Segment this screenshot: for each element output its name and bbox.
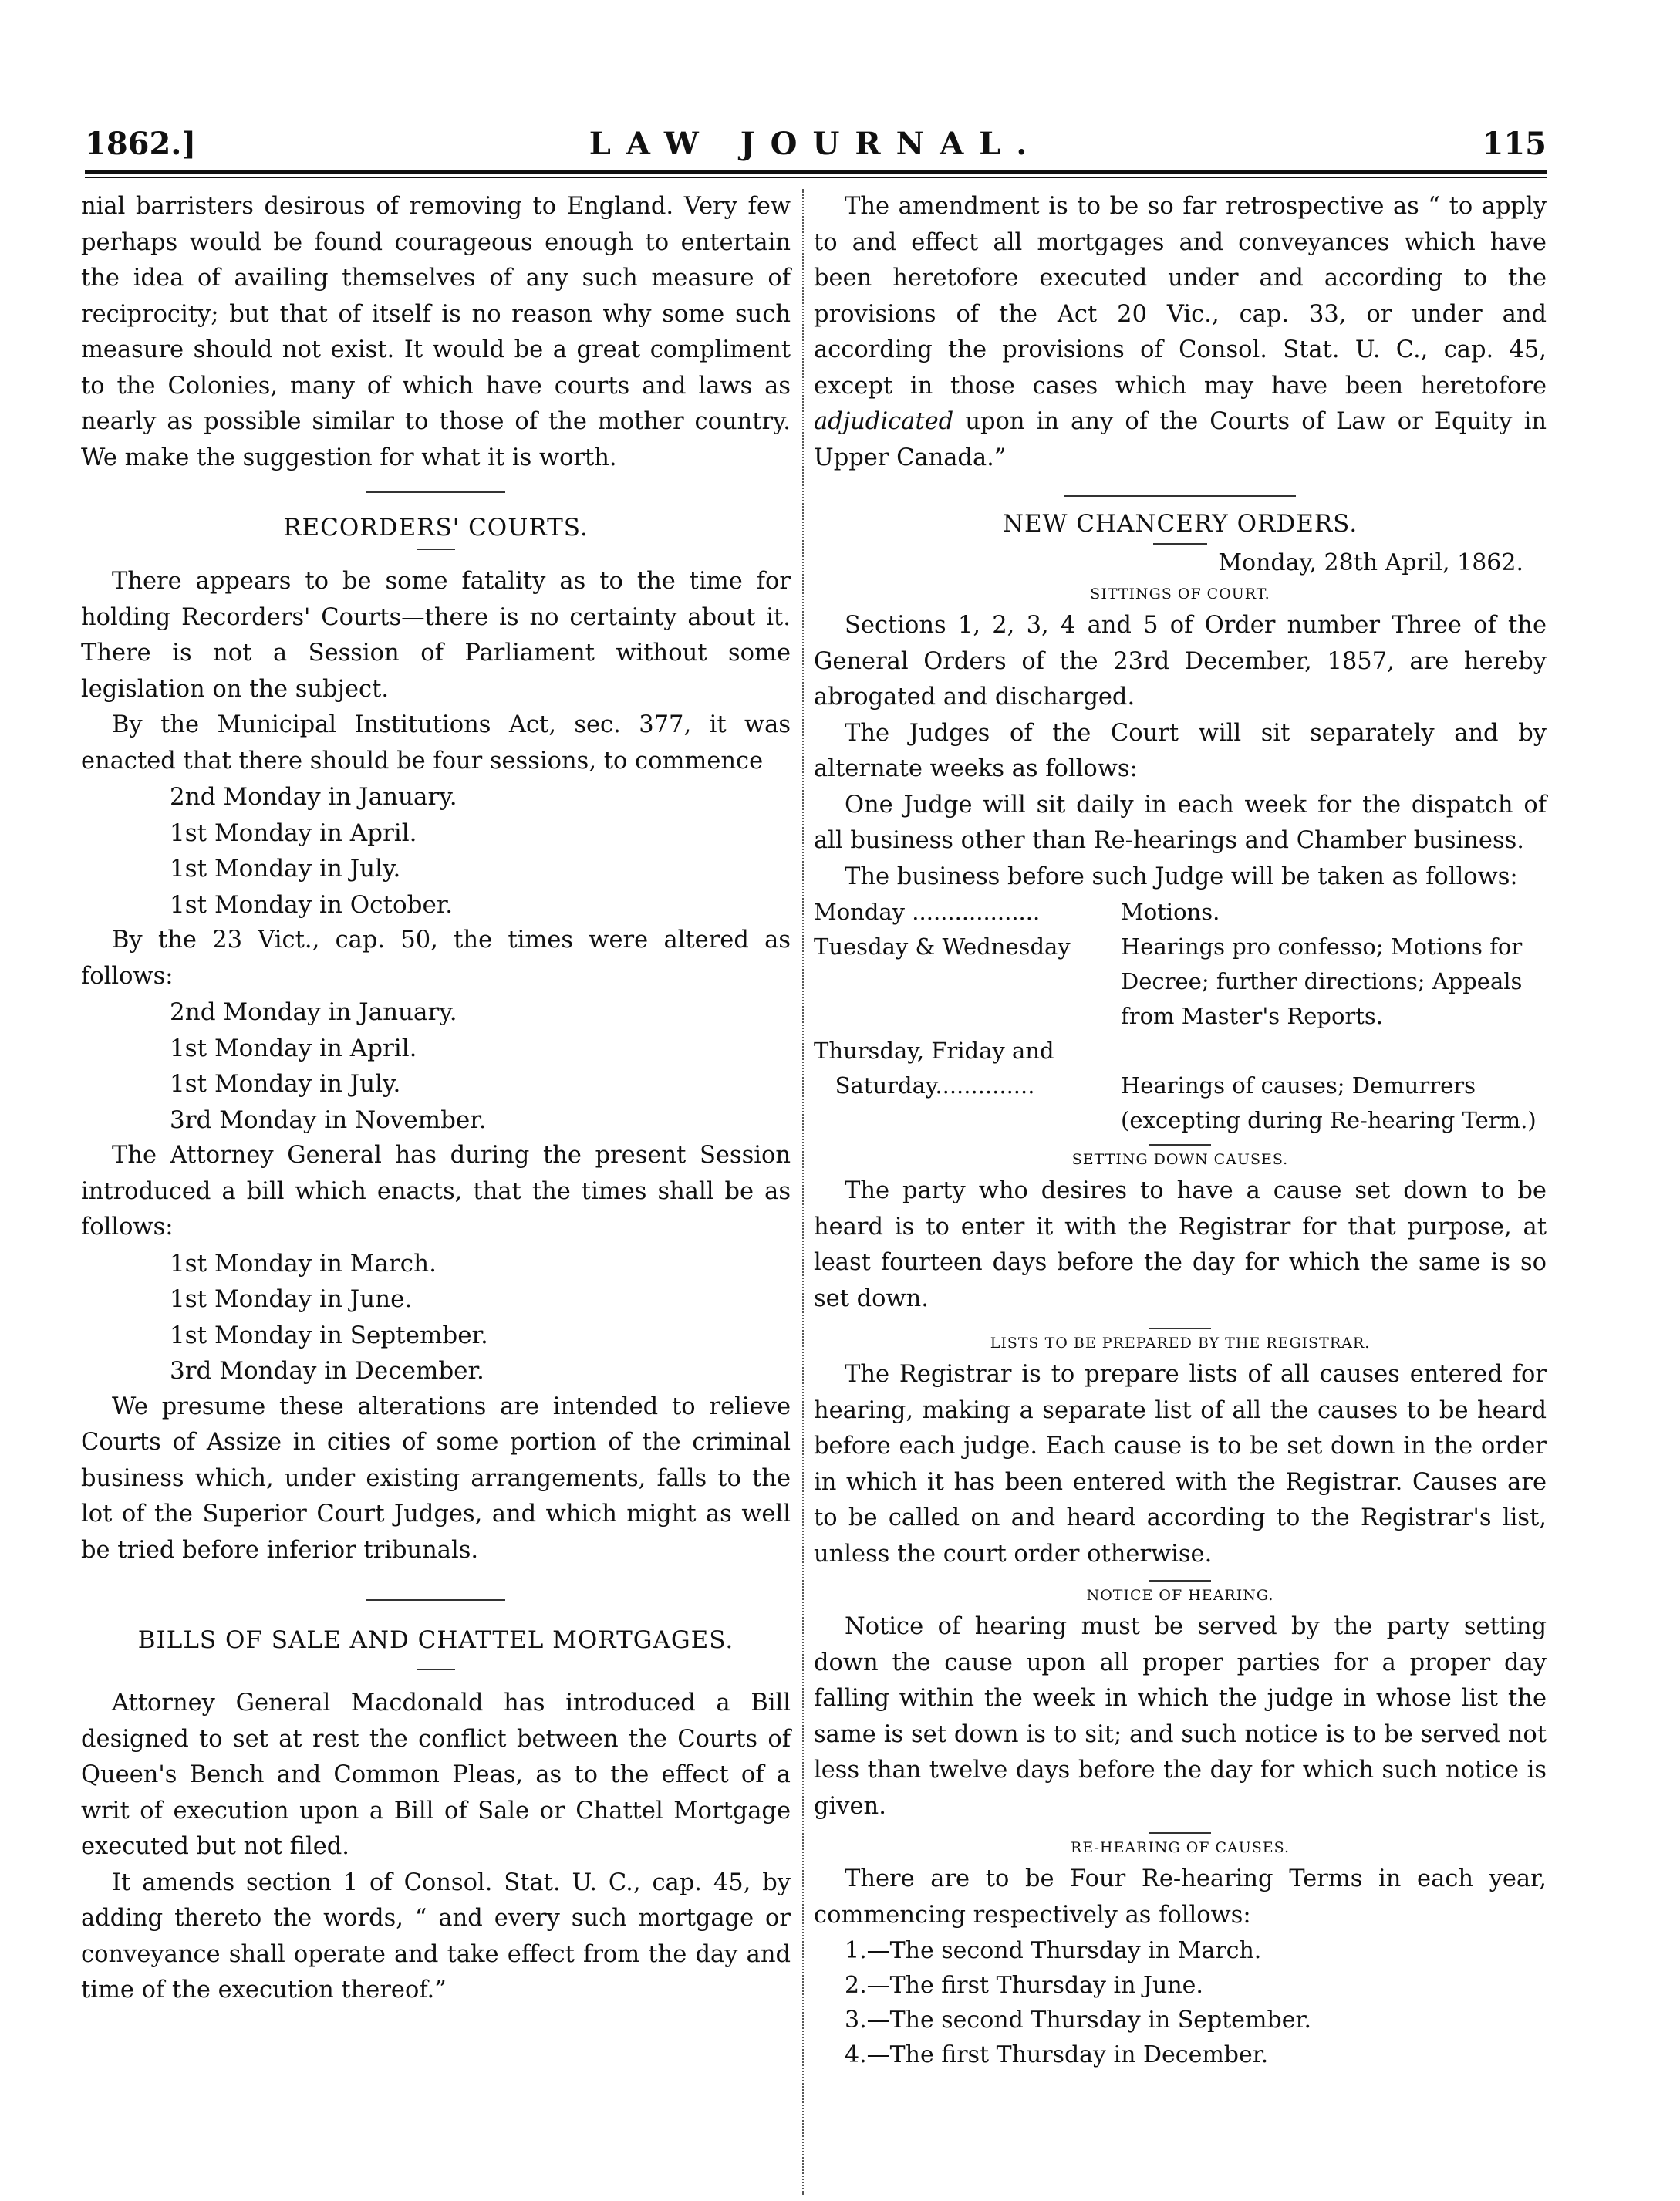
list-item: 1st Monday in April. [170, 819, 417, 847]
list-item: 3rd Monday in November. [170, 1106, 487, 1134]
section-rule [366, 1599, 505, 1601]
schedule-day: Tuesday & Wednesday [814, 933, 1071, 960]
sittings-paragraph-1: Sections 1, 2, 3, 4 and 5 of Order number Three of the General Orders of the 23rd December, 1857, are hereby abrogated and discharged. [814, 612, 1547, 711]
list-item: 1st Monday in April. [170, 1034, 417, 1062]
schedule-day: Saturday.............. [814, 1072, 1035, 1099]
sittings-paragraph-3: One Judge will sit daily in each week for the dispatch of all business other than Re-hearings and Chamber business. [814, 791, 1547, 854]
lists-subhead: LISTS TO BE PREPARED BY THE REGISTRAR. [990, 1335, 1371, 1352]
schedule-day: Monday .................. [814, 899, 1041, 925]
list-item: 2nd Monday in January. [170, 998, 457, 1026]
schedule-business [1121, 1034, 1547, 1068]
sessions-list-3 [81, 1246, 791, 1389]
recorders-paragraph-2: By the Municipal Institutions Act, sec. 377, it was enacted that there should be four sessions, to commence [81, 711, 791, 775]
chancery-date: Monday, 28th April, 1862. [1218, 549, 1523, 576]
amendment-paragraph [814, 189, 1547, 476]
rehearing-term: 1.—The second Thursday in March. [845, 1937, 1262, 1964]
notice-paragraph: Notice of hearing must be served by the party setting down the cause upon all proper parties for a proper day falling within the week in which the judge in whose list the same is set down is to sit; and such notice is to be served not less than twelve days before the day for which such notice is given. [814, 1613, 1547, 1820]
schedule-day: Thursday, Friday and [814, 1038, 1054, 1064]
section-rule [1064, 495, 1296, 497]
sessions-list-1 [81, 779, 791, 923]
heading-rule [417, 1669, 455, 1670]
chancery-heading: NEW CHANCERY ORDERS. [1002, 510, 1358, 538]
recorders-paragraph-1: There appears to be some fatality as to the time for holding Recorders' Courts—there is no certainty about it. There is not a Session of Parliament without some legislation on the subject. [81, 568, 791, 703]
list-item: 1st Monday in July. [170, 855, 401, 883]
bills-paragraph-2: It amends section 1 of Consol. Stat. U. C., cap. 45, by adding thereto the words, “ and every such mortgage or conveyance shall operate and take effect from the day and time of the execution thereof.” [81, 1868, 791, 2004]
sittings-paragraph-2: The Judges of the Court will sit separately and by alternate weeks as follows: [814, 719, 1547, 782]
rehearing-paragraph: There are to be Four Re-hearing Terms in each year, commencing respectively as follows: [814, 1865, 1547, 1929]
recorders-paragraph-4: The Attorney General has during the present Session introduced a bill which enacts, that the times shall be as follows: [81, 1142, 791, 1241]
page-number: 115 [1482, 126, 1547, 162]
heading-rule [417, 549, 455, 550]
schedule-row [814, 895, 1547, 930]
lists-paragraph: The Registrar is to prepare lists of all causes entered for hearing, making a separate list of all the causes to be heard before each judge. Each cause is to be set down in the order in which it has been entered with the Registrar. Causes are to be called on and heard according to the Registrar's list, unless the court order otherwise. [814, 1361, 1547, 1568]
schedule-row [814, 1034, 1547, 1068]
sittings-subhead: SITTINGS OF COURT. [1090, 586, 1270, 603]
schedule-business: Hearings of causes; Demurrers (excepting during Re-hearing Term.) [1121, 1072, 1537, 1133]
recorders-paragraph-5: We presume these alterations are intended to relieve Courts of Assize in cities of some portion of the criminal business which, under existing arrangements, falls to the lot of the Superior Court Judges, and which might as well be tried before inferior tribunals. [81, 1393, 791, 1564]
left-column [81, 189, 791, 2009]
list-item: 3rd Monday in December. [170, 1357, 484, 1385]
list-item: 1st Monday in June. [170, 1285, 413, 1313]
heading-rule [1153, 543, 1207, 545]
header-rule-thin [85, 177, 1547, 178]
running-head [85, 120, 1547, 166]
rehearing-term: 2.—The first Thursday in June. [845, 1972, 1203, 1999]
rehearing-subhead: RE-HEARING OF CAUSES. [1070, 1839, 1290, 1856]
setting-down-subhead: SETTING DOWN CAUSES. [1071, 1151, 1289, 1168]
amendment-text-end: upon in any of the Courts of Law or Equity in Upper Canada.” [814, 408, 1547, 471]
bills-heading: BILLS OF SALE AND CHATTEL MORTGAGES. [137, 1626, 734, 1654]
recorders-paragraph-3: By the 23 Vict., cap. 50, the times were altered as follows: [81, 927, 791, 990]
business-schedule [814, 895, 1547, 1138]
bills-paragraph-1: Attorney General Macdonald has introduced a Bill designed to set at rest the conflict between the Courts of Queen's Bench and Common Pleas, as to the effect of a writ of execution upon a Bill of Sale or Chattel Mortgage executed but not filed. [81, 1690, 791, 1860]
schedule-row [814, 930, 1547, 1034]
intro-paragraph: nial barristers desirous of removing to England. Very few perhaps would be found courageous enough to entertain the idea of availing themselves of any such measure of reciprocity; but that of itself is no reason why some such measure should not exist. It would be a great compliment to the Colonies, many of which have courts and laws as nearly as possible similar to those of the mother country. We make the suggestion for what it is worth. [81, 193, 791, 471]
amendment-italic: adjudicated [814, 408, 954, 435]
list-item: 1st Monday in March. [170, 1249, 437, 1278]
rehearing-term: 3.—The second Thursday in September. [845, 2007, 1312, 2034]
notice-subhead: NOTICE OF HEARING. [1086, 1587, 1274, 1604]
amendment-text-start: The amendment is to be so far retrospective as “ to apply to and effect all mortgages and conveyances which have been heretofore executed under and according to the provisions of the Act 20 Vic., cap. 33, or under and according the provisions of Consol. Stat. U. C., cap. 45, except in those cases which may have been heretofore [814, 193, 1547, 400]
list-item: 1st Monday in October. [170, 890, 454, 919]
setting-down-paragraph: The party who desires to have a cause set down to be heard is to enter it with the Registrar for that purpose, at least fourteen days before the day for which the same is so set down. [814, 1177, 1547, 1312]
list-item: 1st Monday in September. [170, 1321, 488, 1349]
section-rule [366, 491, 505, 493]
schedule-business: Motions. [1121, 899, 1220, 925]
right-column [814, 189, 1547, 2072]
rehearing-term: 4.—The first Thursday in December. [845, 2041, 1269, 2068]
sittings-paragraph-4: The business before such Judge will be taken as follows: [845, 863, 1518, 890]
list-item: 1st Monday in July. [170, 1070, 401, 1098]
column-divider [802, 189, 805, 2195]
rehearing-terms-list [814, 1933, 1547, 2072]
list-item: 2nd Monday in January. [170, 783, 457, 811]
sessions-list-2 [81, 994, 791, 1138]
schedule-business: Hearings pro confesso; Motions for Decree; further directions; Appeals from Master's Reports. [1121, 933, 1523, 1029]
schedule-row [814, 1068, 1547, 1138]
running-head-title: LAW JOURNAL. [589, 126, 1043, 162]
running-head-year: 1862.] [85, 126, 197, 162]
header-rule-thick [85, 170, 1547, 174]
recorders-heading: RECORDERS' COURTS. [283, 514, 589, 542]
